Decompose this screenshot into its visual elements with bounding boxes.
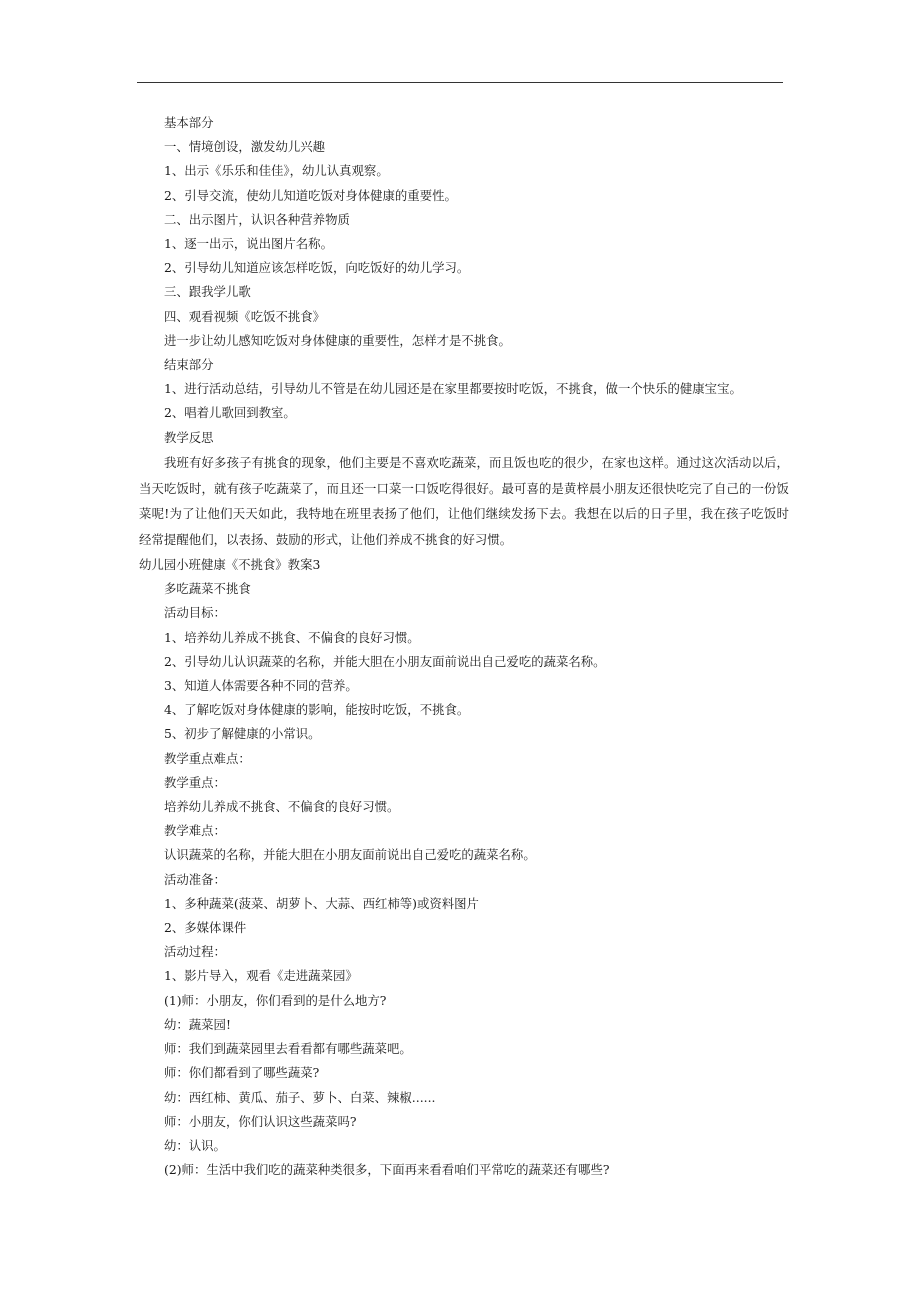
document-body bbox=[139, 111, 789, 1182]
text-line: 2、引导交流，使幼儿知道吃饭对身体健康的重要性。 bbox=[164, 187, 457, 203]
text-line: 2、多媒体课件 bbox=[164, 920, 247, 936]
text-line: 活动过程： bbox=[164, 944, 226, 960]
text-line: 2、唱着儿歌回到教室。 bbox=[164, 405, 296, 421]
text-line: 多吃蔬菜不挑食 bbox=[164, 581, 251, 597]
text-line: 1、多种蔬菜(菠菜、胡萝卜、大蒜、西红柿等)或资料图片 bbox=[164, 895, 479, 911]
text-line: 幼：西红柿、黄瓜、茄子、萝卜、白菜、辣椒...... bbox=[164, 1089, 436, 1105]
text-line: 1、培养幼儿养成不挑食、不偏食的良好习惯。 bbox=[164, 629, 420, 645]
text-line: 一、情境创设，激发幼儿兴趣 bbox=[164, 139, 326, 155]
text-line: 二、出示图片，认识各种营养物质 bbox=[164, 211, 350, 227]
text-line: 活动准备： bbox=[164, 871, 226, 887]
text-line: 认识蔬菜的名称，并能大胆在小朋友面前说出自己爱吃的蔬菜名称。 bbox=[164, 847, 536, 863]
text-line: 2、引导幼儿认识蔬菜的名称，并能大胆在小朋友面前说出自己爱吃的蔬菜名称。 bbox=[164, 653, 606, 669]
text-line: 师：小朋友，你们认识这些蔬菜吗? bbox=[164, 1113, 357, 1129]
text-line: 1、影片导入，观看《走进蔬菜园》 bbox=[164, 968, 358, 984]
text-line: 基本部分 bbox=[164, 115, 214, 130]
text-line: 师：我们到蔬菜园里去看看都有哪些蔬菜吧。 bbox=[164, 1041, 412, 1057]
text-line: 1、进行活动总结，引导幼儿不管是在幼儿园还是在家里都要按时吃饭，不挑食，做一个快乐的健康宝宝。 bbox=[164, 381, 742, 397]
reflection-paragraph: 我班有好多孩子有挑食的现象，他们主要是不喜欢吃蔬菜，而且饭也吃的很少，在家也这样。通过这次活动以后，当天吃饭时，就有孩子吃蔬菜了，而且还一口菜一口饭吃得很好。最可喜的是黄梓晨小朋友还很快吃完了自己的一份饭菜呢!为了让他们天天如此，我特地在班里表扬了他们，让他们继续发扬下去。我想在以后的日子里，我在孩子吃饭时经常提醒他们，以表扬、鼓励的形式，让他们养成不挑食的好习惯。 bbox=[139, 454, 789, 548]
text-line: 3、知道人体需要各种不同的营养。 bbox=[164, 678, 358, 694]
header-rule bbox=[137, 82, 783, 83]
text-line: 教学重点： bbox=[164, 774, 226, 790]
text-line: 1、出示《乐乐和佳佳》，幼儿认真观察。 bbox=[164, 163, 389, 179]
text-line: 1、逐一出示，说出图片名称。 bbox=[164, 236, 333, 252]
text-line: 2、引导幼儿知道应该怎样吃饭，向吃饭好的幼儿学习。 bbox=[164, 260, 470, 276]
text-line: 结束部分 bbox=[164, 357, 214, 373]
text-line: 4、了解吃饭对身体健康的影响，能按时吃饭，不挑食。 bbox=[164, 702, 470, 718]
text-line: 师：你们都看到了哪些蔬菜? bbox=[164, 1065, 320, 1081]
text-line: 三、跟我学儿歌 bbox=[164, 284, 251, 300]
text-line: 进一步让幼儿感知吃饭对身体健康的重要性，怎样才是不挑食。 bbox=[164, 332, 511, 348]
text-line: 教学重点难点： bbox=[164, 750, 251, 766]
text-line: 教学难点： bbox=[164, 823, 226, 839]
text-line: (1)师：小朋友，你们看到的是什么地方? bbox=[164, 992, 387, 1008]
text-line: (2)师：生活中我们吃的蔬菜种类很多，下面再来看看咱们平常吃的蔬菜还有哪些? bbox=[164, 1162, 610, 1178]
text-line: 幼：蔬菜园! bbox=[164, 1016, 231, 1032]
text-line: 活动目标： bbox=[164, 605, 226, 621]
text-line: 幼：认识。 bbox=[164, 1137, 226, 1153]
text-line: 5、初步了解健康的小常识。 bbox=[164, 726, 321, 742]
section-title: 幼儿园小班健康《不挑食》教案3 bbox=[139, 557, 321, 573]
text-line: 培养幼儿养成不挑食、不偏食的良好习惯。 bbox=[164, 799, 400, 815]
text-line: 四、观看视频《吃饭不挑食》 bbox=[164, 308, 326, 324]
text-line: 教学反思 bbox=[164, 429, 214, 445]
